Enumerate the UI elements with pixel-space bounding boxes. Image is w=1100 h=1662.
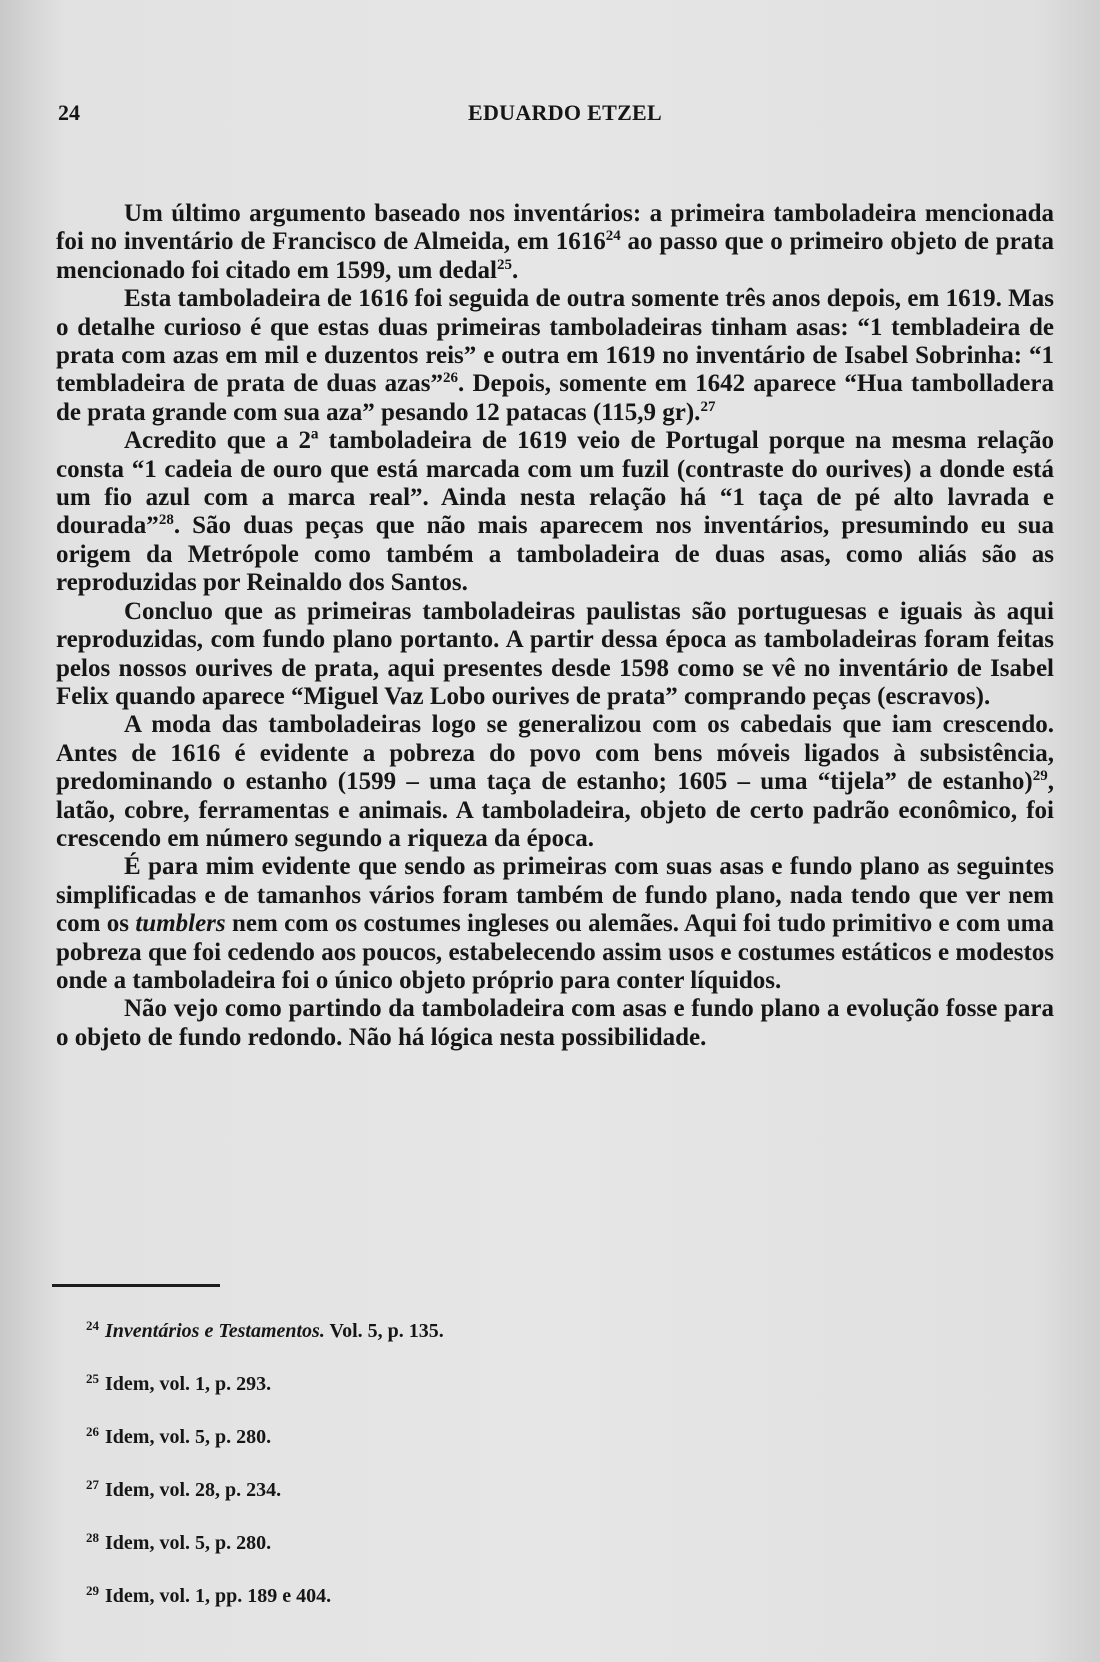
- footnote-number: 29: [86, 1583, 99, 1598]
- footnote-number: 24: [86, 1318, 99, 1333]
- footnote-rule: [52, 1284, 220, 1287]
- footnote-27: [86, 1477, 886, 1530]
- footnote-number: 27: [86, 1477, 99, 1492]
- running-head-author: EDUARDO ETZEL: [468, 100, 662, 125]
- footnote-number: 26: [86, 1424, 99, 1439]
- running-head: [58, 100, 1040, 130]
- footnote-25: [86, 1371, 886, 1424]
- footnote-text: Idem, vol. 1, pp. 189 e 404.: [105, 1585, 332, 1607]
- footnote-29: [86, 1583, 886, 1636]
- paragraph-4: Concluo que as primeiras tamboladeiras paulistas são portuguesas e iguais às aqui reproduzidas, com fundo plano portanto. A partir dessa época as tamboladeiras foram feitas pelos nossos ourives de prata, aqui presentes desde 1598 como se vê no inventário de Isabel Felix quando aparece “Miguel Vaz Lobo ourives de prata” comprando peças (escravos).: [56, 597, 1054, 710]
- paragraph-7: Não vejo como partindo da tamboladeira com asas e fundo plano a evolução fosse para o objeto de fundo redondo. Não há lógica nesta possibilidade.: [56, 995, 1054, 1051]
- paragraph-1: Um último argumento baseado nos inventários: a primeira tamboladeira mencionada foi no inventário de Francisco de Almeida, em 1616$^{24}$ ao passo que o primeiro objeto de prata mencionado foi citado em 1599, um dedal$^{25}$.: [56, 200, 1055, 284]
- footnote-ref-25[interactable]: 25: [496, 256, 512, 273]
- footnote-ref-28[interactable]: 28: [158, 512, 174, 529]
- paragraph-5: A moda das tamboladeiras logo se generalizou com os cabedais que iam crescendo. Antes de 1616 é evidente a pobreza do povo com bens móveis ligados à subsistência, predominando o estanho (1599 – uma taça de estanho; 1605 – uma “tijela” de estanho)$^{29}$, latão, cobre, ferramentas e animais. A tamboladeira, objeto de certo padrão econômico, foi crescendo em número segundo a riqueza da época.: [56, 711, 1054, 852]
- footnote-ref-24[interactable]: 24: [605, 228, 621, 245]
- paragraph-2: Esta tamboladeira de 1616 foi seguida de outra somente três anos depois, em 1619. Mas o detalhe curioso é que estas duas primeiras tamboladeiras tinham asas: “1 tembladeira de prata com azas em mil e duzentos reis” e outra em 1619 no inventário de Isabel Sobrinha: “1 tembladeira de prata de duas azas”$^{26}$. Depois, somente em 1642 aparece “Hua tambolladera de prata grande com sua aza” pesando 12 patacas (115,9 gr).$^{27}$: [56, 285, 1054, 426]
- footnotes: [86, 1318, 886, 1636]
- footnote-ref-26[interactable]: 26: [443, 370, 458, 387]
- footnote-text: Idem, vol. 1, p. 293.: [105, 1373, 272, 1395]
- footnote-text: Idem, vol. 5, p. 280.: [105, 1426, 272, 1448]
- footnote-24: [86, 1318, 886, 1371]
- emphasis-tumblers: tumblers: [135, 910, 226, 938]
- footnote-ref-29[interactable]: 29: [1032, 768, 1048, 785]
- footnote-title: Inventários e Testamentos.: [105, 1320, 325, 1342]
- footnote-text: Idem, vol. 5, p. 280.: [105, 1532, 272, 1554]
- footnote-number: 25: [86, 1371, 99, 1386]
- footnote-ref-27[interactable]: 27: [700, 398, 716, 415]
- footnote-28: [86, 1530, 886, 1583]
- page-number: 24: [58, 100, 80, 125]
- paragraph-3: Acredito que a 2ª tamboladeira de 1619 veio de Portugal porque na mesma relação consta “1 cadeia de ouro que está marcada com um fuzil (contraste do ourives) a donde está um fio azul com a marca real”. Ainda nesta relação há “1 taça de pé alto lavrada e dourada”$^{28}$. São duas peças que não mais aparecem nos inventários, presumindo eu sua origem da Metrópole como também a tamboladeira de duas asas, como aliás são as reproduzidas por Reinaldo dos Santos.: [56, 427, 1054, 597]
- footnote-26: [86, 1424, 886, 1477]
- body-text: [56, 200, 1054, 1052]
- footnote-text: Vol. 5, p. 135.: [324, 1320, 444, 1342]
- footnote-number: 28: [86, 1530, 99, 1545]
- paragraph-6: É para mim evidente que sendo as primeiras com suas asas e fundo plano as seguintes simplificadas e de tamanhos vários foram também de fundo plano, nada tendo que ver nem com os tumblers nem com os costumes ingleses ou alemães. Aqui foi tudo primitivo e com uma pobreza que foi cedendo aos poucos, estabelecendo assim usos e costumes estáticos e modestos onde a tamboladeira foi o único objeto próprio para conter líquidos.: [56, 853, 1054, 994]
- footnote-text: Idem, vol. 28, p. 234.: [105, 1479, 282, 1501]
